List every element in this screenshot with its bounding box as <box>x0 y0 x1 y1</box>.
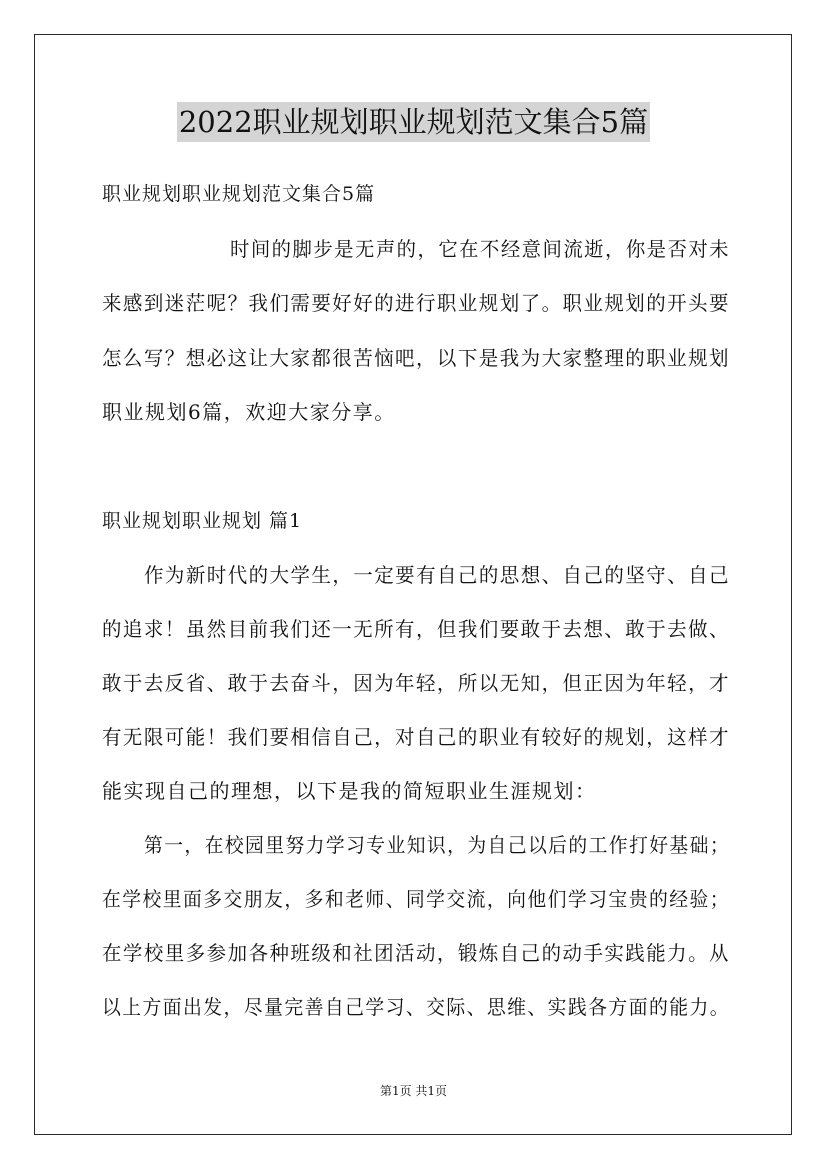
paragraph-line: 有无限可能！我们要相信自己，对自己的职业有较好的规划，这样才 <box>102 725 730 749</box>
document-title: 2022职业规划职业规划范文集合5篇 <box>177 102 650 142</box>
section-heading: 职业规划职业规划 篇1 <box>102 510 303 532</box>
paragraph-line: 敢于去反省、敢于去奋斗，因为年轻，所以无知，但正因为年轻，才 <box>102 671 730 695</box>
paragraph-line: 作为新时代的大学生，一定要有自己的思想、自己的坚守、自己 <box>144 563 730 587</box>
paragraph-line: 能实现自己的理想，以下是我的简短职业生涯规划： <box>102 779 597 803</box>
intro-line: 来感到迷茫呢？我们需要好好的进行职业规划了。职业规划的开头要 <box>102 291 730 315</box>
intro-line: 职业规划6篇，欢迎大家分享。 <box>102 400 396 424</box>
page-footer: 第1页 共1页 <box>379 1084 448 1098</box>
paragraph-line: 在学校里多参加各种班级和社团活动，锻炼自己的动手实践能力。从 <box>102 941 730 965</box>
paragraph-line: 在学校里面多交朋友，多和老师、同学交流，向他们学习宝贵的经验； <box>102 887 730 911</box>
paragraph-line: 以上方面出发，尽量完善自己学习、交际、思维、实践各方面的能力。 <box>102 995 730 1019</box>
intro-line: 怎么写？想必这让大家都很苦恼吧，以下是我为大家整理的职业规划 <box>102 346 730 370</box>
paragraph-line: 第一，在校园里努力学习专业知识，为自己以后的工作打好基础； <box>144 833 731 857</box>
document-subtitle: 职业规划职业规划范文集合5篇 <box>102 183 376 205</box>
title-container <box>0 102 827 142</box>
intro-line: 时间的脚步是无声的，它在不经意间流逝，你是否对未 <box>230 237 731 261</box>
paragraph-line: 的追求！虽然目前我们还一无所有，但我们要敢于去想、敢于去做、 <box>102 617 730 641</box>
